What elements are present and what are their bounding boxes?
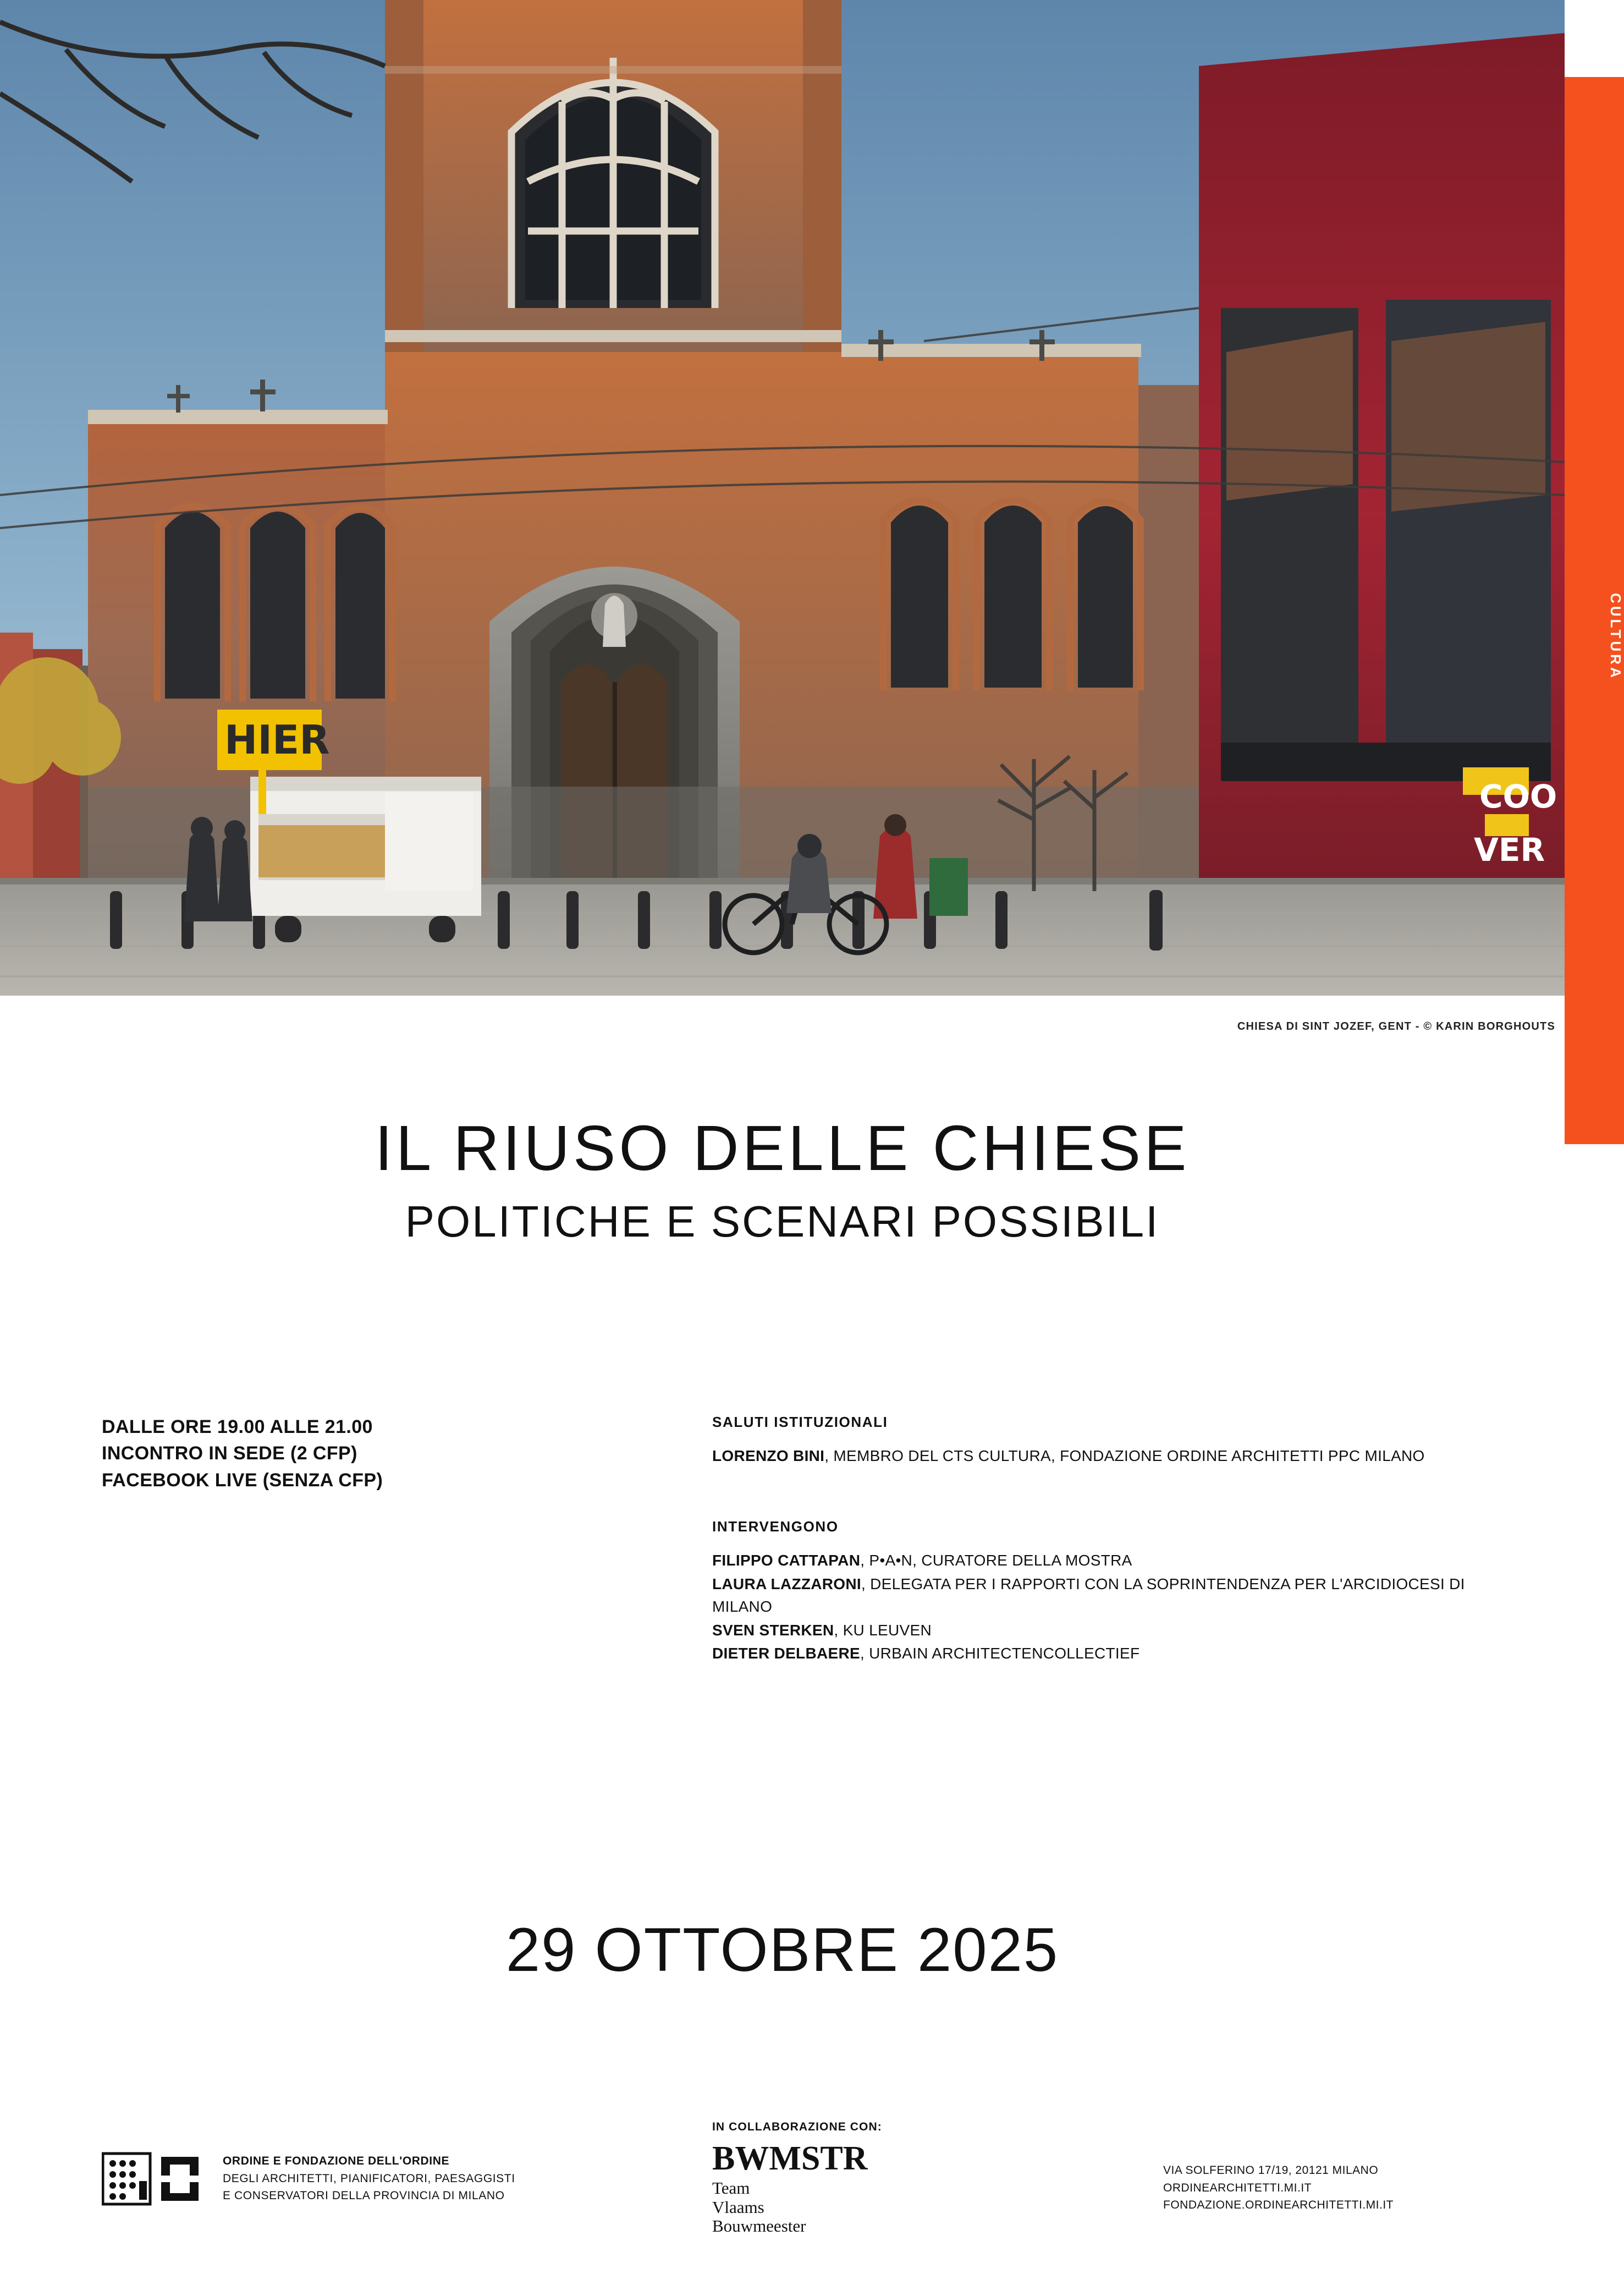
person-role: , URBAIN ARCHITECTENCOLLECTIEF: [860, 1645, 1140, 1662]
footer-collaboration: [712, 2121, 1053, 2236]
greetings-person: [712, 1445, 1482, 1468]
greetings-heading: SALUTI ISTITUZIONALI: [712, 1414, 888, 1430]
organization-line-3: E CONSERVATORI DELLA PROVINCIA DI MILANO: [223, 2189, 505, 2202]
bwmstr-logo: BWMSTR: [712, 2140, 868, 2177]
page-subtitle: POLITICHE E SCENARI POSSIBILI: [405, 1197, 1160, 1246]
person-name: LORENZO BINI: [712, 1447, 825, 1464]
contact-address: VIA SOLFERINO 17/19, 20121 MILANO: [1163, 2164, 1379, 2177]
bwmstr-subtitle: [712, 2179, 1053, 2236]
schedule-line-2: INCONTRO IN SEDE (2 CFP): [102, 1443, 357, 1464]
speaker-row: [712, 1619, 1482, 1642]
church-photo-illustration: [0, 0, 1565, 996]
participants-block: [712, 1414, 1482, 1665]
person-role: , P•A•N, CURATORE DELLA MOSTRA: [860, 1551, 1132, 1569]
hero-photo: [0, 0, 1565, 996]
person-role: , DELEGATA PER I RAPPORTI CON LA SOPRINTENDENZA PER L'ARCIDIOCESI DI MILANO: [712, 1575, 1465, 1615]
schedule-line-1: DALLE ORE 19.00 ALLE 21.00: [102, 1416, 373, 1437]
bwmstr-sub-line-3: Bouwmeester: [712, 2216, 806, 2236]
category-bar: [1565, 77, 1624, 1144]
svg-text:VER: VER: [1474, 831, 1545, 869]
photo-credit: CHIESA DI SINT JOZEF, GENT - © KARIN BORGHOUTS: [1237, 1020, 1555, 1032]
schedule-line-3: FACEBOOK LIVE (SENZA CFP): [102, 1469, 383, 1491]
footer-organization: [102, 2148, 515, 2209]
contact-website-1[interactable]: ORDINEARCHITETTI.MI.IT: [1163, 2181, 1312, 2194]
person-name: SVEN STERKEN: [712, 1621, 834, 1639]
speaker-row: [712, 1643, 1482, 1665]
organization-line-1: ORDINE E FONDAZIONE DELL'ORDINE: [223, 2155, 450, 2167]
ordine-architetti-logo-icon: [102, 2148, 206, 2209]
person-name: LAURA LAZZARONI: [712, 1575, 861, 1592]
page-title: IL RIUSO DELLE CHIESE: [375, 1112, 1190, 1184]
speakers-heading: INTERVENGONO: [712, 1518, 839, 1535]
contact-website-2[interactable]: FONDAZIONE.ORDINEARCHITETTI.MI.IT: [1163, 2199, 1394, 2211]
collaboration-label: IN COLLABORAZIONE CON:: [712, 2121, 882, 2133]
bwmstr-sub-line-2: Vlaams: [712, 2197, 764, 2217]
speaker-row: [712, 1573, 1482, 1618]
person-role: , KU LEUVEN: [834, 1621, 932, 1639]
person-role: , MEMBRO DEL CTS CULTURA, FONDAZIONE ORDINE ARCHITETTI PPC MILANO: [824, 1447, 1425, 1464]
bwmstr-sub-line-1: Team: [712, 2178, 750, 2198]
person-name: DIETER DELBAERE: [712, 1645, 860, 1662]
footer-contacts: [1163, 2162, 1394, 2214]
schedule-block: [102, 1414, 383, 1493]
speaker-row: [712, 1550, 1482, 1572]
section-divider: [712, 1468, 1482, 1518]
organization-text: [223, 2148, 515, 2205]
svg-text:HIER: HIER: [224, 717, 330, 763]
person-name: FILIPPO CATTAPAN: [712, 1551, 861, 1569]
svg-text:COO: COO: [1479, 778, 1557, 815]
event-date: 29 OTTOBRE 2025: [505, 1915, 1059, 1984]
category-label: CULTURA: [1608, 593, 1624, 680]
organization-line-2: DEGLI ARCHITETTI, PIANIFICATORI, PAESAGGISTI: [223, 2172, 515, 2185]
